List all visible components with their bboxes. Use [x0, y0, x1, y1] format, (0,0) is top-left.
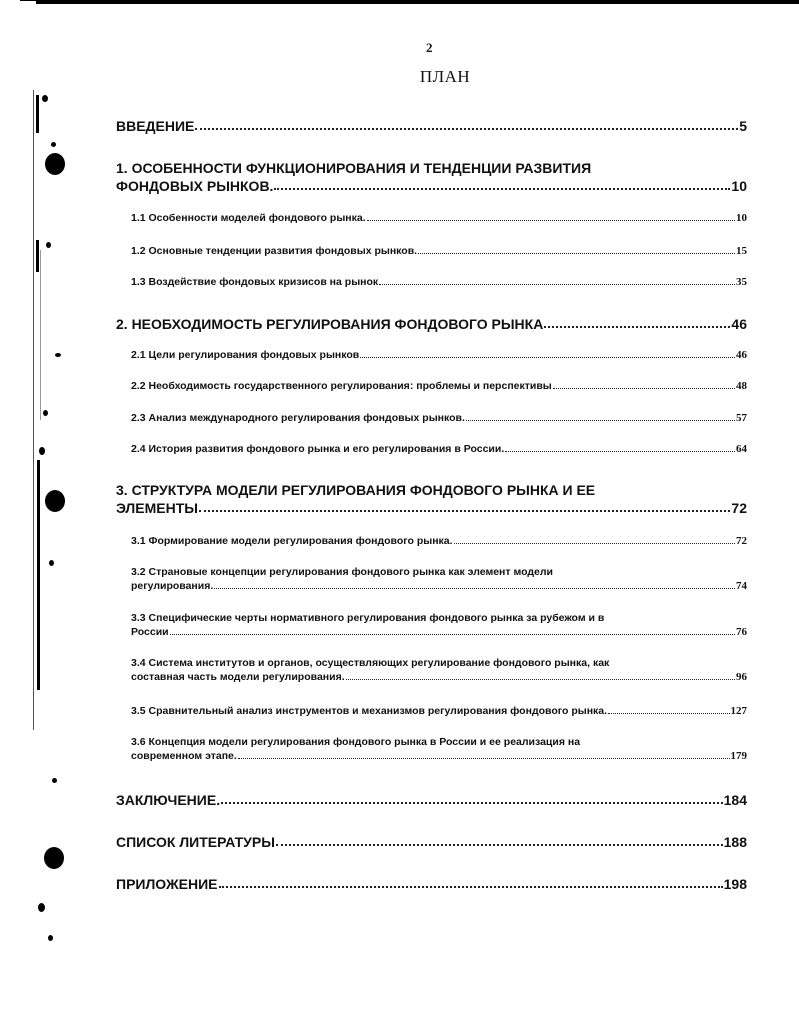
- leader-dots: [608, 713, 729, 714]
- binding-shadow-line: [33, 90, 34, 730]
- toc-page-number: 74: [736, 580, 747, 592]
- leader-dots: [276, 844, 723, 846]
- toc-entry-title: ФОНДОВЫХ РЫНКОВ.: [116, 178, 274, 194]
- leader-dots: [274, 188, 730, 190]
- toc-entry-title: 2.3 Анализ международного регулирования фондовых рынков.: [131, 412, 465, 424]
- scan-speck: [38, 903, 45, 912]
- toc-entry-title: ЗАКЛЮЧЕНИЕ.: [116, 792, 221, 808]
- toc-page-number: 72: [736, 535, 747, 547]
- toc-entry-section-2-2[interactable]: [131, 380, 747, 392]
- scan-edge-mark: [20, 0, 36, 1]
- binding-mark: [37, 460, 40, 690]
- toc-entry-section-2-3[interactable]: [131, 412, 747, 424]
- scan-speck: [48, 935, 53, 941]
- toc-page-number: 188: [723, 834, 747, 850]
- leader-dots: [367, 220, 735, 221]
- toc-entry-section-3-3[interactable]: [131, 612, 747, 638]
- leader-dots: [360, 357, 735, 358]
- toc-entry-title-line1: 3. СТРУКТУРА МОДЕЛИ РЕГУЛИРОВАНИЯ ФОНДОВОГО РЫНКА И ЕЕ: [116, 482, 596, 498]
- scan-speck: [55, 353, 61, 357]
- toc-entry-title: ПРИЛОЖЕНИЕ: [116, 876, 218, 892]
- toc-entry-section-3-6[interactable]: [131, 736, 747, 762]
- leader-dots: [219, 886, 723, 888]
- toc-entry-title-line1: 3.6 Концепция модели регулирования фондового рынка в России и ее реализация на: [131, 736, 581, 748]
- scan-speck: [46, 242, 51, 248]
- toc-entry-title-line1: 3.2 Страновые концепции регулирования фондового рынка как элемент модели: [131, 566, 553, 578]
- toc-page-number: 48: [736, 380, 747, 392]
- toc-page-number: 127: [730, 705, 747, 717]
- scan-speck: [49, 560, 54, 566]
- toc-entry-title: регулирования.: [131, 580, 214, 592]
- toc-entry-title-line1: 1. ОСОБЕННОСТИ ФУНКЦИОНИРОВАНИЯ И ТЕНДЕНЦИИ РАЗВИТИЯ: [116, 160, 592, 176]
- toc-entry-section-1-2[interactable]: [131, 245, 747, 257]
- scan-speck: [39, 447, 45, 455]
- binding-mark: [36, 95, 39, 133]
- toc-entry-title: СПИСОК ЛИТЕРАТУРЫ: [116, 834, 275, 850]
- toc-entry-conclusion[interactable]: [116, 792, 747, 808]
- toc-entry-title: 2.1 Цели регулирования фондовых рынков: [131, 349, 360, 361]
- toc-entry-section-2-4[interactable]: [131, 443, 747, 455]
- scan-speck: [43, 410, 48, 416]
- punch-hole: [45, 153, 65, 175]
- toc-entry-intro[interactable]: [116, 118, 747, 134]
- toc-entry-section-3-2[interactable]: [131, 566, 747, 592]
- toc-page-number: 15: [736, 245, 747, 257]
- toc-page-number: 10: [731, 178, 747, 194]
- leader-dots: [553, 388, 735, 389]
- toc-entry-title: ЭЛЕМЕНТЫ: [116, 500, 198, 516]
- leader-dots: [466, 420, 735, 421]
- leader-dots: [544, 326, 730, 328]
- leader-dots: [418, 253, 735, 254]
- toc-page-number: 198: [723, 876, 747, 892]
- toc-entry-bibliography[interactable]: [116, 834, 747, 850]
- scan-speck: [51, 142, 56, 147]
- toc-entry-title: 1.2 Основные тенденции развития фондовых рынков.: [131, 245, 418, 257]
- punch-hole: [45, 490, 65, 512]
- toc-entry-title-line1: 3.4 Система институтов и органов, осуществляющих регулирование фондового рынка, как: [131, 657, 610, 669]
- toc-page-number: 35: [736, 276, 747, 288]
- toc-entry-title: 3.1 Формирование модели регулирования фондового рынка.: [131, 535, 453, 547]
- toc-page-number: 5: [739, 118, 747, 134]
- toc-entry-section-1-1[interactable]: [131, 212, 747, 224]
- scan-speck: [42, 95, 48, 102]
- toc-entry-title: ВВЕДЕНИЕ: [116, 118, 195, 134]
- leader-dots: [505, 451, 735, 452]
- toc-entry-chapter-3[interactable]: [116, 482, 747, 516]
- toc-entry-section-3-1[interactable]: [131, 535, 747, 547]
- toc-entry-title: 1.3 Воздействие фондовых кризисов на рынок: [131, 276, 379, 288]
- toc-entry-title: России: [131, 626, 169, 638]
- toc-entry-title: 2. НЕОБХОДИМОСТЬ РЕГУЛИРОВАНИЯ ФОНДОВОГО РЫНКА: [116, 316, 544, 332]
- leader-dots: [346, 679, 735, 680]
- leader-dots: [195, 128, 738, 130]
- toc-page-number: 10: [736, 212, 747, 224]
- toc-page-number: 46: [731, 316, 747, 332]
- binding-mark: [36, 240, 39, 272]
- toc-entry-section-1-3[interactable]: [131, 276, 747, 288]
- leader-dots: [199, 510, 730, 512]
- leader-dots: [221, 802, 723, 804]
- toc-entry-title: 2.4 История развития фондового рынка и его регулирования в России.: [131, 443, 505, 455]
- toc-entry-section-3-5[interactable]: [131, 705, 747, 717]
- toc-page-number: 57: [736, 412, 747, 424]
- toc-page-number: 179: [730, 750, 747, 762]
- punch-hole: [44, 847, 64, 869]
- toc-entry-chapter-1[interactable]: [116, 160, 747, 194]
- page-title: ПЛАН: [419, 67, 471, 86]
- leader-dots: [454, 543, 735, 544]
- toc-page-number: 184: [723, 792, 747, 808]
- toc-page-number: 64: [736, 443, 747, 455]
- toc-entry-section-3-4[interactable]: [131, 657, 747, 683]
- toc-entry-title: 3.5 Сравнительный анализ инструментов и механизмов регулирования фондового рынка.: [131, 705, 608, 717]
- toc-entry-title: современном этапе.: [131, 750, 237, 762]
- toc-entry-title: составная часть модели регулирования.: [131, 671, 345, 683]
- toc-entry-chapter-2[interactable]: [116, 316, 747, 332]
- toc-entry-title: 2.2 Необходимость государственного регулирования: проблемы и перспективы: [131, 380, 552, 392]
- leader-dots: [379, 284, 735, 285]
- toc-page-number: 46: [736, 349, 747, 361]
- page-number: 2: [426, 40, 433, 55]
- toc-page-number: 76: [736, 626, 747, 638]
- toc-page-number: 72: [731, 500, 747, 516]
- toc-entry-title-line1: 3.3 Специфические черты нормативного регулирования фондового рынка за рубежом и в: [131, 612, 605, 624]
- leader-dots: [170, 634, 735, 635]
- scan-top-border: [36, 0, 799, 4]
- toc-entry-section-2-1[interactable]: [131, 349, 747, 361]
- leader-dots: [214, 588, 735, 589]
- leader-dots: [238, 758, 730, 759]
- scan-speck: [52, 778, 57, 783]
- binding-shadow-line: [40, 250, 41, 420]
- toc-entry-appendix[interactable]: [116, 876, 747, 892]
- toc-entry-title: 1.1 Особенности моделей фондового рынка.: [131, 212, 366, 224]
- toc-page-number: 96: [736, 671, 747, 683]
